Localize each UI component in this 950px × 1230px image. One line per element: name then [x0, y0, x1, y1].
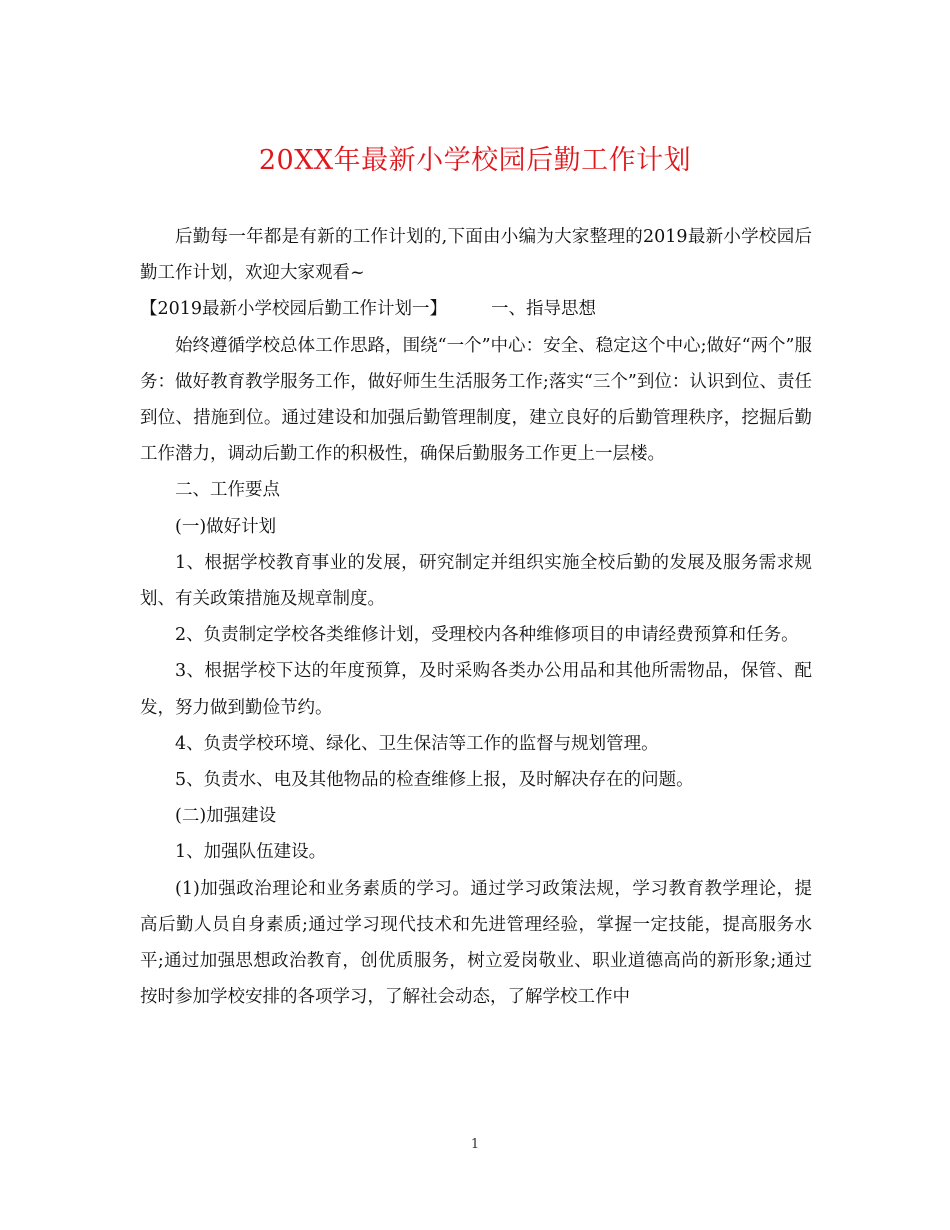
intro-paragraph: 后勤每一年都是有新的工作计划的,下面由小编为大家整理的2019最新小学校园后勤工作计划，欢迎大家观看~	[140, 227, 812, 284]
construction-item-1-detail: (1)加强政治理论和业务素质的学习。通过学习政策法规，学习教育教学理论，提高后勤人员自身素质;通过学习现代技术和先进管理经验，掌握一定技能，提高服务水平;通过加强思想政治教育，创优质服务，树立爱岗敬业、职业道德高尚的新形象;通过按时参加学校安排的各项学习，了解社会动态，了解学校工作中	[140, 878, 812, 1008]
subsection-heading-construction: (二)加强建设	[175, 806, 277, 827]
planning-item-5: 5、负责水、电及其他物品的检查维修上报，及时解决存在的问题。	[175, 770, 694, 791]
construction-item-1: 1、加强队伍建设。	[175, 842, 327, 863]
document-body	[140, 219, 812, 1015]
section-heading-work-points: 二、工作要点	[175, 480, 280, 501]
planning-item-3: 3、根据学校下达的年度预算，及时采购各类办公用品和其他所需物品，保管、配发，努力做到勤俭节约。	[140, 661, 812, 718]
subsection-heading-planning: (一)做好计划	[175, 516, 277, 537]
plan-heading-line	[140, 291, 812, 327]
page-number: 1	[470, 1137, 480, 1152]
planning-item-1: 1、根据学校教育事业的发展，研究制定并组织实施全校后勤的发展及服务需求规划、有关政策措施及规章制度。	[140, 552, 812, 610]
section-heading-guiding-ideology: 一、指导思想	[491, 299, 597, 320]
planning-item-2: 2、负责制定学校各类维修计划，受理校内各种维修项目的申请经费预算和任务。	[175, 625, 799, 646]
guiding-ideology-paragraph: 始终遵循学校总体工作思路，围绕“一个”中心：安全、稳定这个中心;做好“两个”服务：做好教育教学服务工作，做好师生生活服务工作;落实“三个”到位：认识到位、责任到位、措施到位。通过建设和加强后勤管理制度，建立良好的后勤管理秩序，挖掘后勤工作潜力，调动后勤工作的积极性，确保后勤服务工作更上一层楼。	[140, 335, 812, 465]
planning-item-4: 4、负责学校环境、绿化、卫生保洁等工作的监督与规划管理。	[175, 733, 659, 754]
plan-heading: 【2019最新小学校园后勤工作计划一】	[140, 299, 448, 320]
document-title: 20XX年最新小学校园后勤工作计划	[258, 145, 692, 176]
